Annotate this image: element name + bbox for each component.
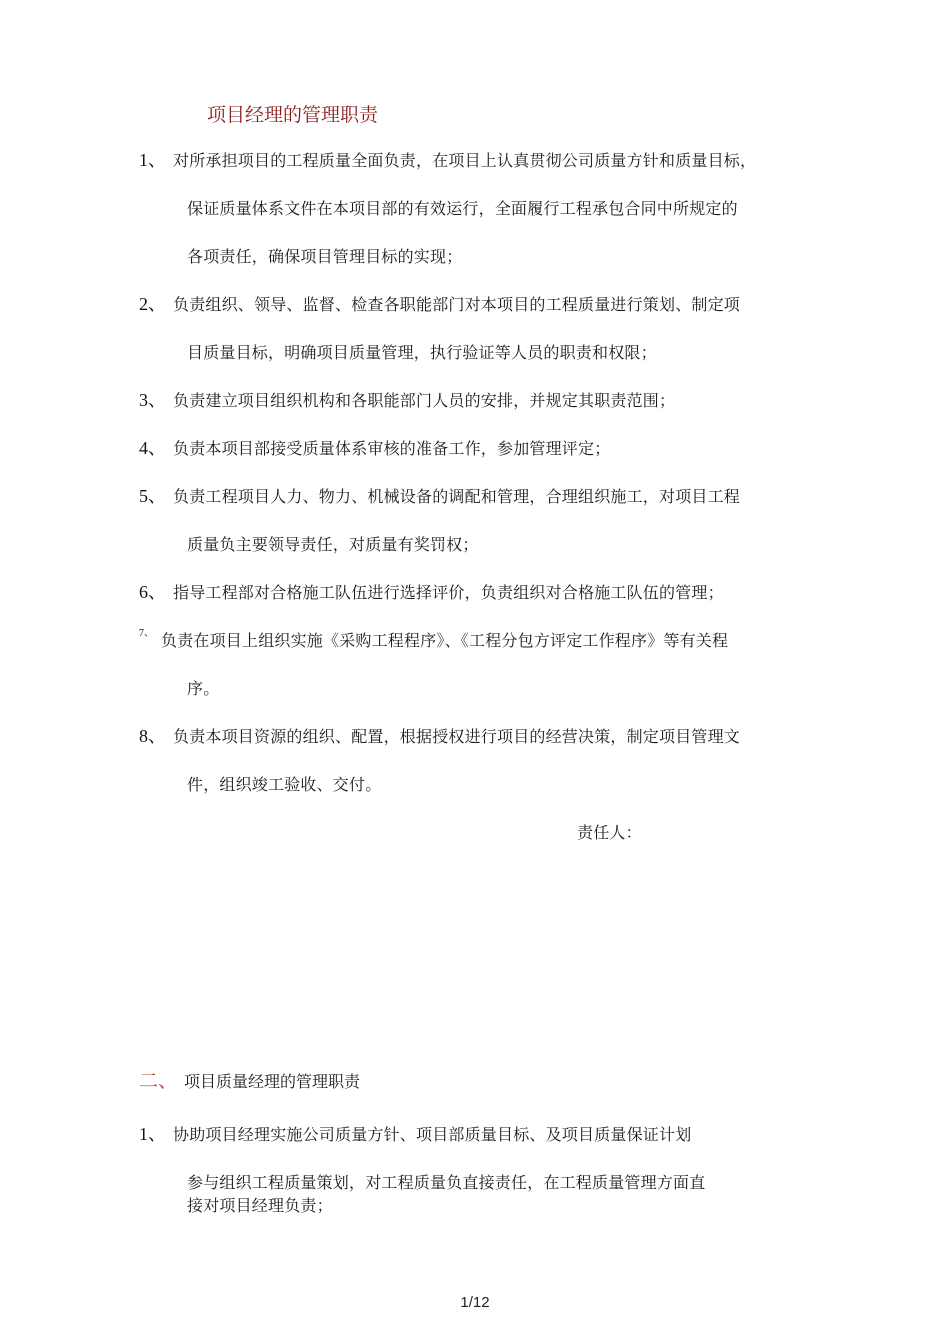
item8-line1: 负责本项目资源的组织、配置，根据授权进行项目的经营决策，制定项目管理文	[173, 727, 741, 746]
section2-number: 二、	[139, 1070, 178, 1092]
s2-item1-line3: 接对项目经理负责；	[187, 1196, 333, 1215]
s2-item1-line2: 参与组织工程质量策划，对工程质量负直接责任，在工程质量管理方面直	[187, 1173, 706, 1192]
item1-number: 1、	[139, 150, 166, 170]
item5-line2: 质量负主要领导责任，对质量有奖罚权；	[187, 535, 479, 554]
item8-number: 8、	[139, 726, 166, 746]
item4-number: 4、	[139, 438, 166, 458]
item3-number: 3、	[139, 390, 166, 410]
section2-title: 项目质量经理的管理职责	[184, 1072, 361, 1091]
item2-line1: 负责组织、领导、监督、检查各职能部门对本项目的工程质量进行策划、制定项	[173, 295, 741, 314]
signature-label: 责任人：	[577, 823, 642, 842]
s2-item1-line1: 协助项目经理实施公司质量方针、项目部质量目标、及项目质量保证计划	[173, 1125, 692, 1144]
item6-line1: 指导工程部对合格施工队伍进行选择评价，负责组织对合格施工队伍的管理；	[173, 583, 724, 602]
item5-number: 5、	[139, 486, 166, 506]
item5-line1: 负责工程项目人力、物力、机械设备的调配和管理，合理组织施工，对项目工程	[173, 487, 741, 506]
item2-number: 2、	[139, 294, 166, 314]
item7-line2: 序。	[187, 679, 220, 698]
item4-line1: 负责本项目部接受质量体系审核的准备工作，参加管理评定；	[173, 439, 611, 458]
item1-line2: 保证质量体系文件在本项目部的有效运行，全面履行工程承包合同中所规定的	[187, 199, 738, 218]
item2-line2: 目质量目标，明确项目质量管理，执行验证等人员的职责和权限；	[187, 343, 657, 362]
item1-line3: 各项责任，确保项目管理目标的实现；	[187, 247, 463, 266]
item1-line1: 对所承担项目的工程质量全面负责，在项目上认真贯彻公司质量方针和质量目标，	[173, 151, 757, 170]
page-number: 1/12	[460, 1294, 490, 1311]
item7-line1: 负责在项目上组织实施《采购工程程序》、《工程分包方评定工作程序》等有关程	[161, 631, 729, 650]
section1-title: 项目经理的管理职责	[207, 104, 379, 126]
item6-number: 6、	[139, 582, 166, 602]
item7-number: 7、	[139, 628, 154, 639]
item8-line2: 件，组织竣工验收、交付。	[187, 775, 382, 794]
s2-item1-number: 1、	[139, 1124, 166, 1144]
item3-line1: 负责建立项目组织机构和各职能部门人员的安排，并规定其职责范围；	[173, 391, 676, 410]
